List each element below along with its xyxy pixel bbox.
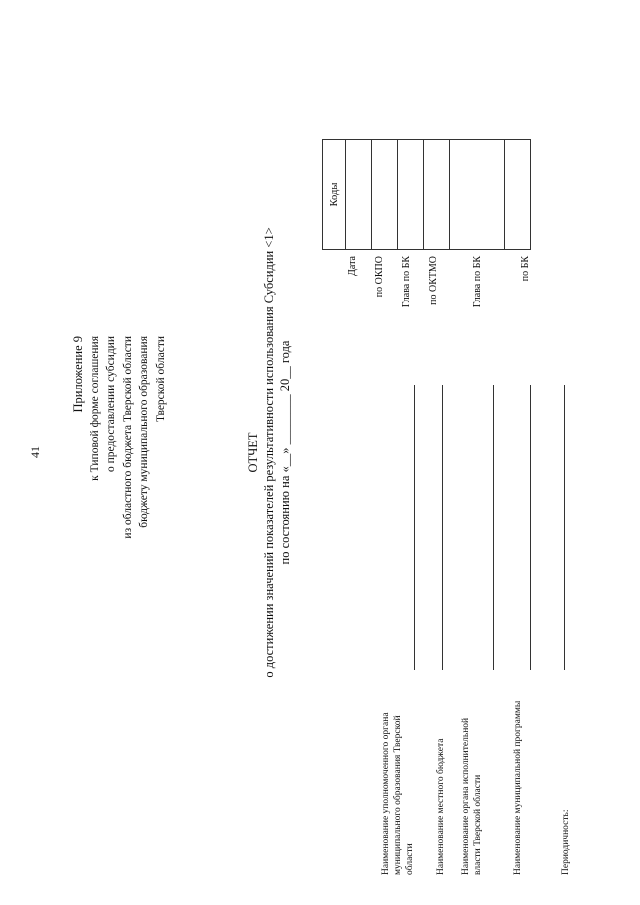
code-label-glava-bk: Глава по БК [401, 256, 412, 308]
code-cell-glava-bk-2[interactable] [450, 140, 505, 250]
code-label-okpo: по ОКПО [374, 256, 385, 298]
report-date-line: по состоянию на «__» ________ 20__ года [278, 340, 292, 565]
appendix-title: Приложение 9 [71, 336, 85, 413]
page-number: 41 [28, 446, 42, 458]
field-label-authorized-body: Наименование уполномоченного органа муниципального образования Тверской области [381, 712, 415, 875]
field-line-local-budget[interactable] [442, 385, 443, 670]
field-line-authorized-body[interactable] [414, 385, 415, 670]
code-label-date: Дата [347, 256, 358, 276]
report-title: ОТЧЕТ [246, 432, 260, 473]
codes-header: Коды [323, 140, 346, 250]
report-header [245, 0, 293, 905]
appendix-line: о предоставлении субсидии [105, 336, 117, 473]
field-line-municipal-program[interactable] [530, 385, 531, 670]
code-label-glava-bk-2: Глава по БК [472, 256, 483, 308]
code-cell-glava-bk[interactable] [398, 140, 424, 250]
field-label-local-budget: Наименование местного бюджета [436, 738, 446, 875]
appendix-line: к Типовой форме соглашения [88, 336, 101, 481]
code-label-bk: по БК [520, 256, 531, 282]
codes-table [322, 139, 531, 250]
report-subtitle: о достижении значений показателей результативности использования Субсидии <1> [262, 227, 276, 678]
field-line-executive-body[interactable] [493, 385, 494, 670]
field-label-periodicity: Периодичность: [561, 809, 571, 875]
field-line-periodicity[interactable] [564, 385, 565, 670]
code-label-oktmo: по ОКТМО [428, 256, 439, 305]
appendix-line: Тверской области [154, 336, 167, 422]
appendix-line: бюджету муниципального образования [138, 336, 150, 528]
field-label-executive-body: Наименование органа исполнительной власти Тверской области [461, 717, 483, 875]
field-label-municipal-program: Наименование муниципальной программы [513, 700, 523, 875]
code-cell-bk[interactable] [505, 140, 531, 250]
code-cell-okpo[interactable] [372, 140, 398, 250]
code-cell-date[interactable] [346, 140, 372, 250]
code-cell-oktmo[interactable] [424, 140, 450, 250]
appendix-line: из областного бюджета Тверской области [121, 336, 134, 539]
